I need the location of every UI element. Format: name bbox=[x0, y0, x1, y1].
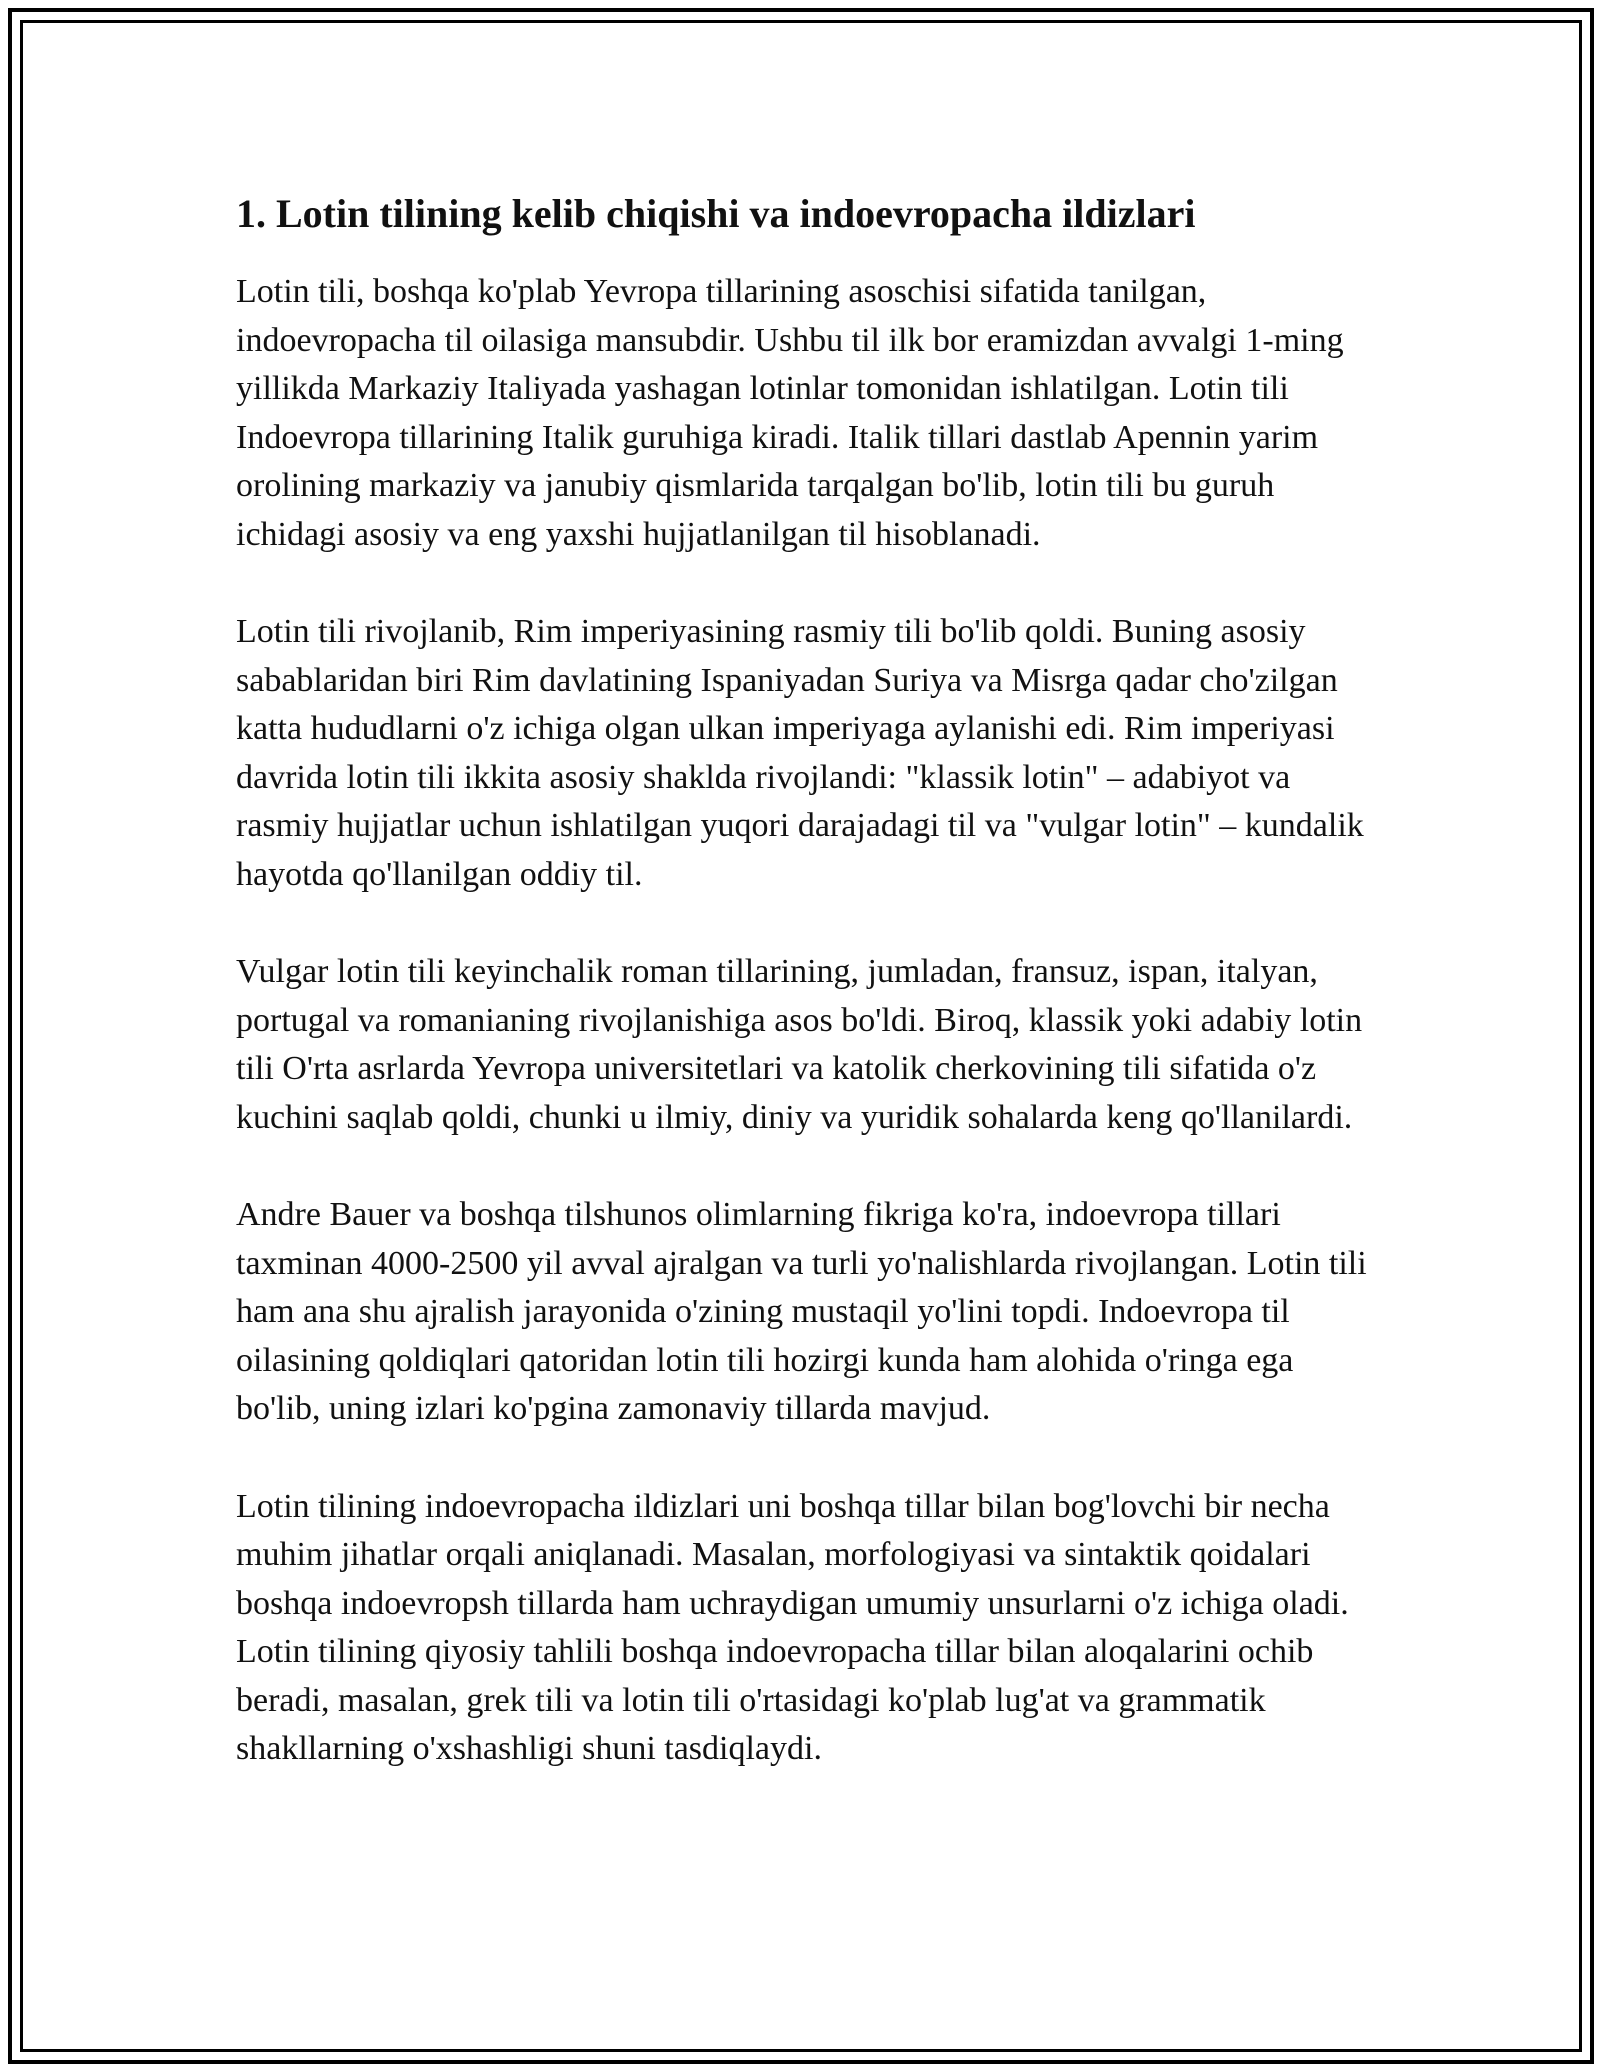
document-body bbox=[236, 186, 1381, 1823]
section-heading: 1. Lotin tilining kelib chiqishi va indoevropacha ildizlari bbox=[236, 191, 1196, 236]
paragraph-1: Lotin tili, boshqa ko'plab Yevropa tillarining asoschisi sifatida tanilgan, indoevropacha til oilasiga mansubdir. Ushbu til ilk bor eramizdan avvalgi 1-ming yillikda Markaziy Italiyada yashagan lotinlar tomonidan ishlatilgan. Lotin tili Indoevropa tillarining Italik guruhiga kiradi. Italik tillari dastlab Apennin yarim orolining markaziy va janubiy qismlarida tarqalgan bo'lib, lotin tili bu guruh ichidagi asosiy va eng yaxshi hujjatlanilgan til hisoblanadi. bbox=[236, 273, 1344, 553]
paragraph-3: Vulgar lotin tili keyinchalik roman tillarining, jumladan, fransuz, ispan, italyan, portugal va romanianing rivojlanishiga asos bo'ldi. Biroq, klassik yoki adabiy lotin tili O'rta asrlarda Yevropa universitetlari va katolik cherkovining tili sifatida o'z kuchini saqlab qoldi, chunki u ilmiy, diniy va yuridik sohalarda keng qo'llanilardi. bbox=[236, 953, 1363, 1136]
paragraph-2: Lotin tili rivojlanib, Rim imperiyasining rasmiy tili bo'lib qoldi. Buning asosiy sabablaridan biri Rim davlatining Ispaniyadan Suriya va Misrga qadar cho'zilgan katta hududlarni o'z ichiga olgan ulkan imperiyaga aylanishi edi. Rim imperiyasi davrida lotin tili ikkita asosiy shaklda rivojlandi: "klassik lotin" – adabiyot va rasmiy hujjatlar uchun ishlatilgan yuqori darajadagi til va "vulgar lotin" – kundalik hayotda qo'llanilgan oddiy til. bbox=[236, 613, 1364, 893]
paragraph-4: Andre Bauer va boshqa tilshunos olimlarning fikriga ko'ra, indoevropa tillari taxminan 4000-2500 yil avval ajralgan va turli yo'nalishlarda rivojlangan. Lotin tili ham ana shu ajralish jarayonida o'zining mustaqil yo'lini topdi. Indoevropa til oilasining qoldiqlari qatoridan lotin tili hozirgi kunda ham alohida o'ringa ega bo'lib, uning izlari ko'pgina zamonaviy tillarda mavjud. bbox=[236, 1196, 1367, 1427]
paragraph-5: Lotin tilining indoevropacha ildizlari uni boshqa tillar bilan bog'lovchi bir necha muhim jihatlar orqali aniqlanadi. Masalan, morfologiyasi va sintaktik qoidalari boshqa indoevropsh tillarda ham uchraydigan umumiy unsurlarni o'z ichiga oladi. Lotin tilining qiyosiy tahlili boshqa indoevropacha tillar bilan aloqalarini ochib beradi, masalan, grek tili va lotin tili o'rtasidagi ko'plab lug'at va grammatik shakllarning o'xshashligi shuni tasdiqlaydi. bbox=[236, 1487, 1349, 1767]
